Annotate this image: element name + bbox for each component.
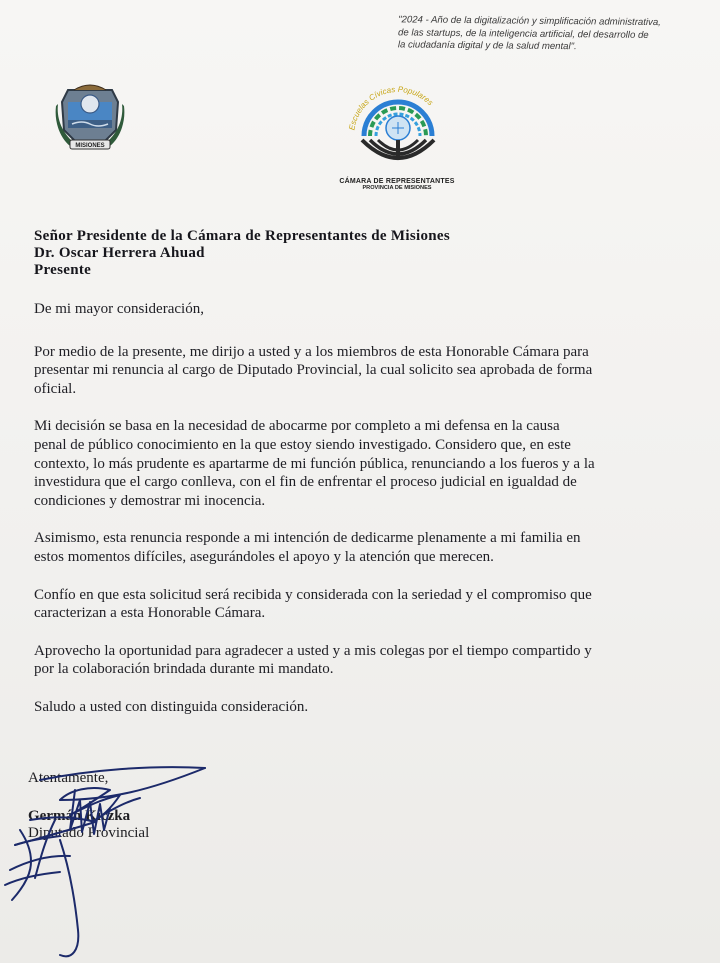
body-line: estos momentos difíciles, asegurándoles el apoyo y la atención que merecen. bbox=[34, 548, 494, 565]
body-line: Mi decisión se basa en la necesidad de abocarme por completo a mi defensa en la causa bbox=[34, 418, 560, 435]
addressee-line: Presente bbox=[34, 262, 92, 278]
chamber-logo-icon bbox=[340, 76, 455, 176]
header-slogan-line: de las startups, de la inteligencia artificial, del desarrollo de bbox=[397, 26, 649, 41]
body-line: Confío en que esta solicitud será recibida y considerada con la seriedad y el compromiso que bbox=[34, 586, 592, 603]
signer-title: Diputado Provincial bbox=[28, 825, 150, 841]
paragraph-1 bbox=[34, 343, 694, 399]
letter-body bbox=[34, 300, 694, 737]
header-slogan bbox=[398, 14, 716, 55]
body-line: oficial. bbox=[34, 380, 77, 397]
greeting: De mi mayor consideración, bbox=[34, 301, 204, 317]
body-line: Por medio de la presente, me dirijo a usted y a los miembros de esta Honorable Cámara para bbox=[34, 343, 589, 360]
body-line: Aprovecho la oportunidad para agradecer a usted y a mis colegas por el tiempo compartido y bbox=[34, 642, 592, 659]
addressee-block bbox=[34, 228, 450, 279]
body-line: condiciones y demostrar mi inocencia. bbox=[34, 492, 266, 509]
chamber-ring-text: Escuelas Cívicas Populares bbox=[347, 84, 435, 131]
header-slogan-line: "2024 - Año de la digitalización y simplificación administrativa, bbox=[398, 14, 661, 29]
body-line: caracterizan a esta Honorable Cámara. bbox=[34, 605, 266, 622]
paragraph-4 bbox=[34, 586, 694, 623]
closing-line: Saludo a usted con distinguida consideración. bbox=[34, 698, 309, 715]
body-line: contexto, lo más prudente es apartarme de mi función pública, renunciando a los fueros y a la bbox=[34, 455, 595, 472]
body-line: por la colaboración brindada durante mi mandato. bbox=[34, 661, 334, 678]
paragraph-2 bbox=[34, 417, 694, 510]
addressee-line: Dr. Oscar Herrera Ahuad bbox=[34, 245, 205, 261]
province-coat-of-arms-icon bbox=[54, 80, 126, 156]
header-slogan-line: la ciudadanía digital y de la salud mental". bbox=[397, 39, 577, 53]
chamber-caption bbox=[322, 178, 472, 191]
signature-block bbox=[28, 770, 149, 842]
paragraph-5 bbox=[34, 642, 694, 679]
chamber-caption-line: CÁMARA DE REPRESENTANTES bbox=[339, 178, 455, 185]
valediction: Atentamente, bbox=[28, 770, 109, 786]
body-line: presentar mi renuncia al cargo de Diputado Provincial, la cual solicito sea aprobada de forma bbox=[34, 362, 593, 379]
body-line: penal de público conocimiento en la que estoy siendo investigado. Considero que, en este bbox=[34, 436, 571, 453]
chamber-caption-line: PROVINCIA DE MISIONES bbox=[362, 185, 432, 191]
addressee-line: Señor Presidente de la Cámara de Representantes de Misiones bbox=[34, 228, 450, 244]
paragraph-3 bbox=[34, 529, 694, 566]
signer-name: Germán Kiczka bbox=[28, 808, 131, 824]
body-line: Asimismo, esta renuncia responde a mi intención de dedicarme plenamente a mi familia en bbox=[34, 530, 581, 547]
body-line: investidura que el cargo conlleva, con el fin de enfrentar el proceso judicial en igualdad de bbox=[34, 474, 577, 491]
seal-banner-text: MISIONES bbox=[75, 143, 105, 149]
